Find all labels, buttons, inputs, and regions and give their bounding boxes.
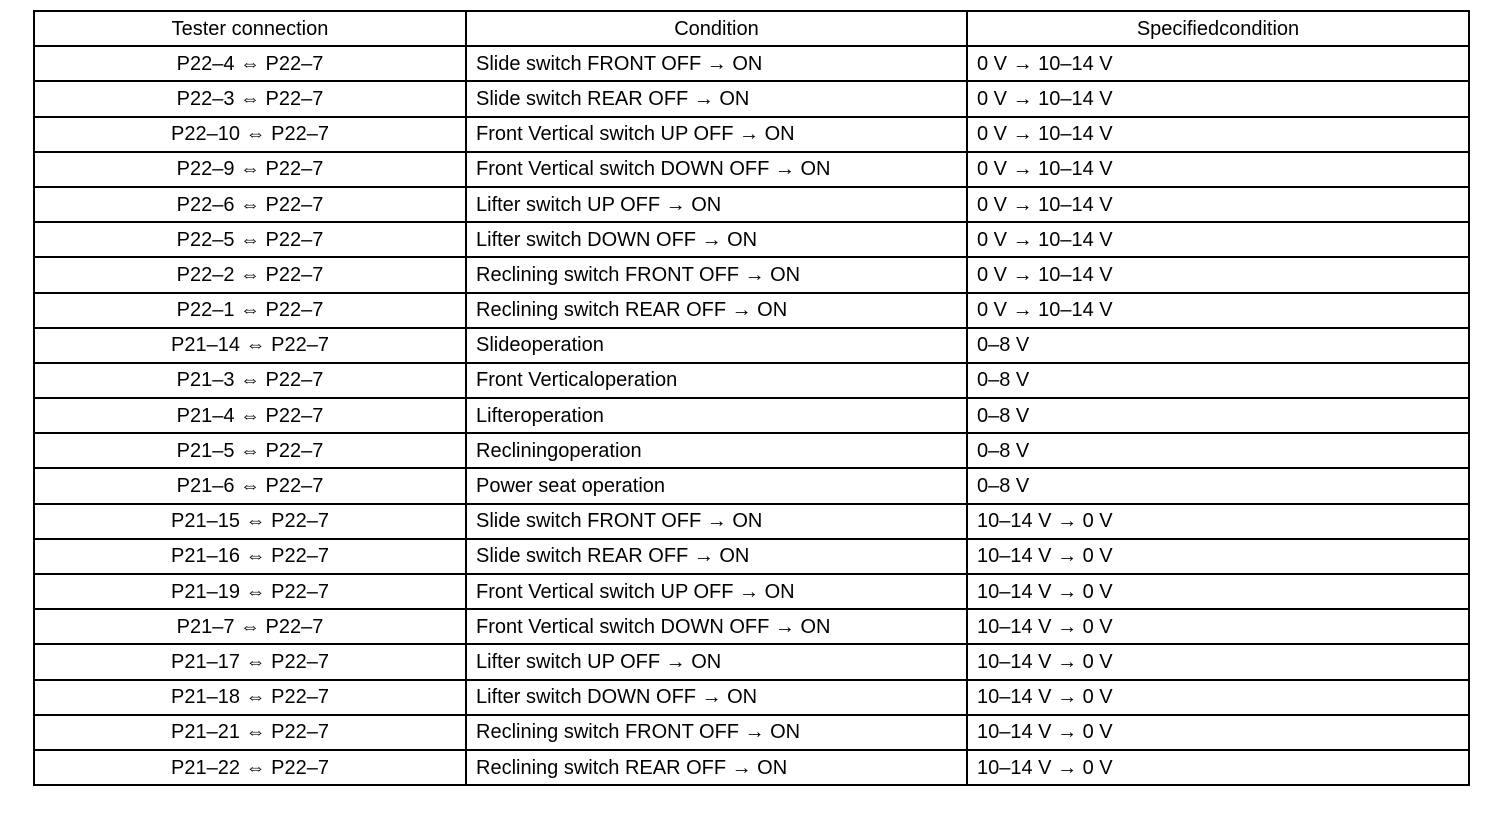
tester-connection-cell: P21–16 ⇔ P22–7 <box>34 539 466 574</box>
tester-connection-cell: P21–4 ⇔ P22–7 <box>34 398 466 433</box>
specified-condition-cell: 0–8 V <box>967 468 1469 503</box>
specified-condition-cell: 10–14 V → 0 V <box>967 609 1469 644</box>
tester-connection-cell: P21–21 ⇔ P22–7 <box>34 715 466 750</box>
table-row <box>34 644 1469 679</box>
tester-connection-cell: P22–1 ⇔ P22–7 <box>34 293 466 328</box>
specified-condition-cell: 10–14 V → 0 V <box>967 539 1469 574</box>
specified-condition-cell: 10–14 V → 0 V <box>967 504 1469 539</box>
header-row <box>34 11 1469 46</box>
specified-condition-cell: 0 V → 10–14 V <box>967 152 1469 187</box>
tester-connection-cell: P21–3 ⇔ P22–7 <box>34 363 466 398</box>
table-row <box>34 750 1469 785</box>
specified-condition-cell: 0–8 V <box>967 433 1469 468</box>
condition-cell: Front Vertical switch DOWN OFF → ON <box>466 152 967 187</box>
tester-connection-cell: P22–2 ⇔ P22–7 <box>34 257 466 292</box>
tester-connection-cell: P21–7 ⇔ P22–7 <box>34 609 466 644</box>
table-row <box>34 468 1469 503</box>
table-row <box>34 715 1469 750</box>
condition-cell: Reclining switch FRONT OFF → ON <box>466 257 967 292</box>
table-row <box>34 257 1469 292</box>
tester-connection-cell: P22–4 ⇔ P22–7 <box>34 46 466 81</box>
table-row <box>34 187 1469 222</box>
header-tester-connection: Tester connection <box>34 11 466 46</box>
table-row <box>34 328 1469 363</box>
table-body <box>34 46 1469 785</box>
tester-connection-cell: P22–9 ⇔ P22–7 <box>34 152 466 187</box>
header-condition: Condition <box>466 11 967 46</box>
table-row <box>34 46 1469 81</box>
table-row <box>34 609 1469 644</box>
tester-connection-cell: P22–3 ⇔ P22–7 <box>34 81 466 116</box>
specified-condition-cell: 10–14 V → 0 V <box>967 644 1469 679</box>
condition-cell: Lifter switch UP OFF → ON <box>466 187 967 222</box>
tester-connection-cell: P21–15 ⇔ P22–7 <box>34 504 466 539</box>
condition-cell: Slide switch REAR OFF → ON <box>466 81 967 116</box>
tester-connection-cell: P21–14 ⇔ P22–7 <box>34 328 466 363</box>
table-row <box>34 539 1469 574</box>
specified-condition-cell: 0–8 V <box>967 328 1469 363</box>
condition-cell: Reclining switch REAR OFF → ON <box>466 293 967 328</box>
condition-cell: Front Verticaloperation <box>466 363 967 398</box>
specified-condition-cell: 0 V → 10–14 V <box>967 187 1469 222</box>
condition-cell: Lifter switch DOWN OFF → ON <box>466 222 967 257</box>
table-row <box>34 574 1469 609</box>
tester-connection-cell: P21–5 ⇔ P22–7 <box>34 433 466 468</box>
condition-cell: Lifteroperation <box>466 398 967 433</box>
table-row <box>34 222 1469 257</box>
tester-connection-cell: P22–5 ⇔ P22–7 <box>34 222 466 257</box>
condition-cell: Slide switch FRONT OFF → ON <box>466 504 967 539</box>
table-row <box>34 81 1469 116</box>
table-row <box>34 398 1469 433</box>
table-row <box>34 363 1469 398</box>
condition-cell: Reclining switch REAR OFF → ON <box>466 750 967 785</box>
tester-connection-cell: P21–17 ⇔ P22–7 <box>34 644 466 679</box>
tester-connection-cell: P22–10 ⇔ P22–7 <box>34 117 466 152</box>
condition-cell: Front Vertical switch DOWN OFF → ON <box>466 609 967 644</box>
tester-connection-cell: P21–19 ⇔ P22–7 <box>34 574 466 609</box>
specified-condition-cell: 0 V → 10–14 V <box>967 46 1469 81</box>
tester-connection-cell: P21–22 ⇔ P22–7 <box>34 750 466 785</box>
tester-connection-cell: P21–6 ⇔ P22–7 <box>34 468 466 503</box>
table-row <box>34 117 1469 152</box>
specified-condition-cell: 0–8 V <box>967 398 1469 433</box>
specified-condition-cell: 10–14 V → 0 V <box>967 750 1469 785</box>
condition-cell: Slide switch FRONT OFF → ON <box>466 46 967 81</box>
specified-condition-cell: 0 V → 10–14 V <box>967 81 1469 116</box>
condition-cell: Slideoperation <box>466 328 967 363</box>
table-row <box>34 152 1469 187</box>
specified-condition-cell: 10–14 V → 0 V <box>967 715 1469 750</box>
specified-condition-cell: 10–14 V → 0 V <box>967 574 1469 609</box>
tester-connection-cell: P22–6 ⇔ P22–7 <box>34 187 466 222</box>
specified-condition-cell: 0 V → 10–14 V <box>967 117 1469 152</box>
inspection-table <box>33 10 1470 786</box>
table-row <box>34 680 1469 715</box>
condition-cell: Power seat operation <box>466 468 967 503</box>
tester-connection-cell: P21–18 ⇔ P22–7 <box>34 680 466 715</box>
condition-cell: Front Vertical switch UP OFF → ON <box>466 574 967 609</box>
condition-cell: Recliningoperation <box>466 433 967 468</box>
condition-cell: Lifter switch DOWN OFF → ON <box>466 680 967 715</box>
specified-condition-cell: 0 V → 10–14 V <box>967 257 1469 292</box>
specified-condition-cell: 0–8 V <box>967 363 1469 398</box>
header-specified-condition: Specifiedcondition <box>967 11 1469 46</box>
specified-condition-cell: 0 V → 10–14 V <box>967 222 1469 257</box>
condition-cell: Front Vertical switch UP OFF → ON <box>466 117 967 152</box>
condition-cell: Reclining switch FRONT OFF → ON <box>466 715 967 750</box>
table-row <box>34 293 1469 328</box>
table-row <box>34 504 1469 539</box>
specified-condition-cell: 0 V → 10–14 V <box>967 293 1469 328</box>
condition-cell: Lifter switch UP OFF → ON <box>466 644 967 679</box>
condition-cell: Slide switch REAR OFF → ON <box>466 539 967 574</box>
specified-condition-cell: 10–14 V → 0 V <box>967 680 1469 715</box>
table-row <box>34 433 1469 468</box>
